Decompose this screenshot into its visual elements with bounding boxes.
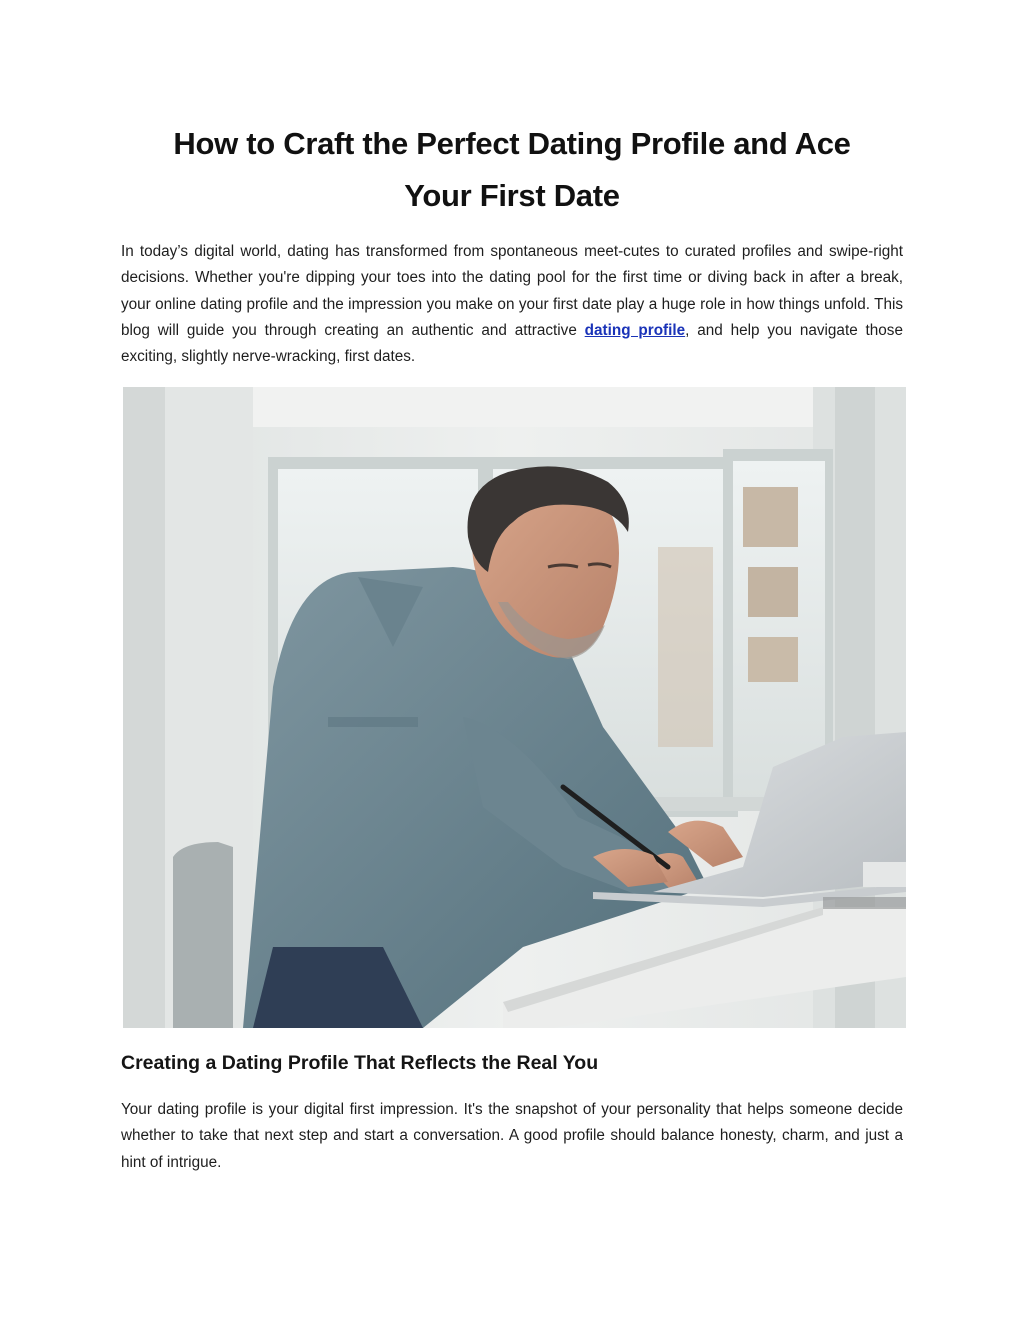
section-heading: Creating a Dating Profile That Reflects the Real You bbox=[121, 1052, 599, 1074]
man-at-laptop-photo bbox=[123, 387, 906, 1028]
page-title bbox=[120, 118, 904, 222]
title-line-1: How to Craft the Perfect Dating Profile and Ace bbox=[173, 126, 851, 161]
intro-text-before-link: In today’s digital world, dating has transformed from spontaneous meet-cutes to curated profiles and swipe-right decisions. Whether you're dipping your toes into the dating pool for the first time or diving back in after a break, your online dating profile and the impression you make on your first date play a huge role in how things unfold. This blog will guide you through creating an authentic and attractive bbox=[121, 243, 903, 339]
section-paragraph: Your dating profile is your digital first impression. It's the snapshot of your personality that helps someone decide whether to take that next step and start a conversation. A good profile should balance honesty, charm, and just a hint of intrigue. bbox=[121, 1101, 903, 1171]
intro-text-after-link: , and help you navigate those exciting, slightly nerve-wracking, first dates. bbox=[121, 321, 903, 366]
dating-profile-link[interactable]: dating profile bbox=[584, 321, 686, 339]
title-line-2: Your First Date bbox=[404, 178, 620, 213]
intro-paragraph bbox=[121, 239, 903, 370]
